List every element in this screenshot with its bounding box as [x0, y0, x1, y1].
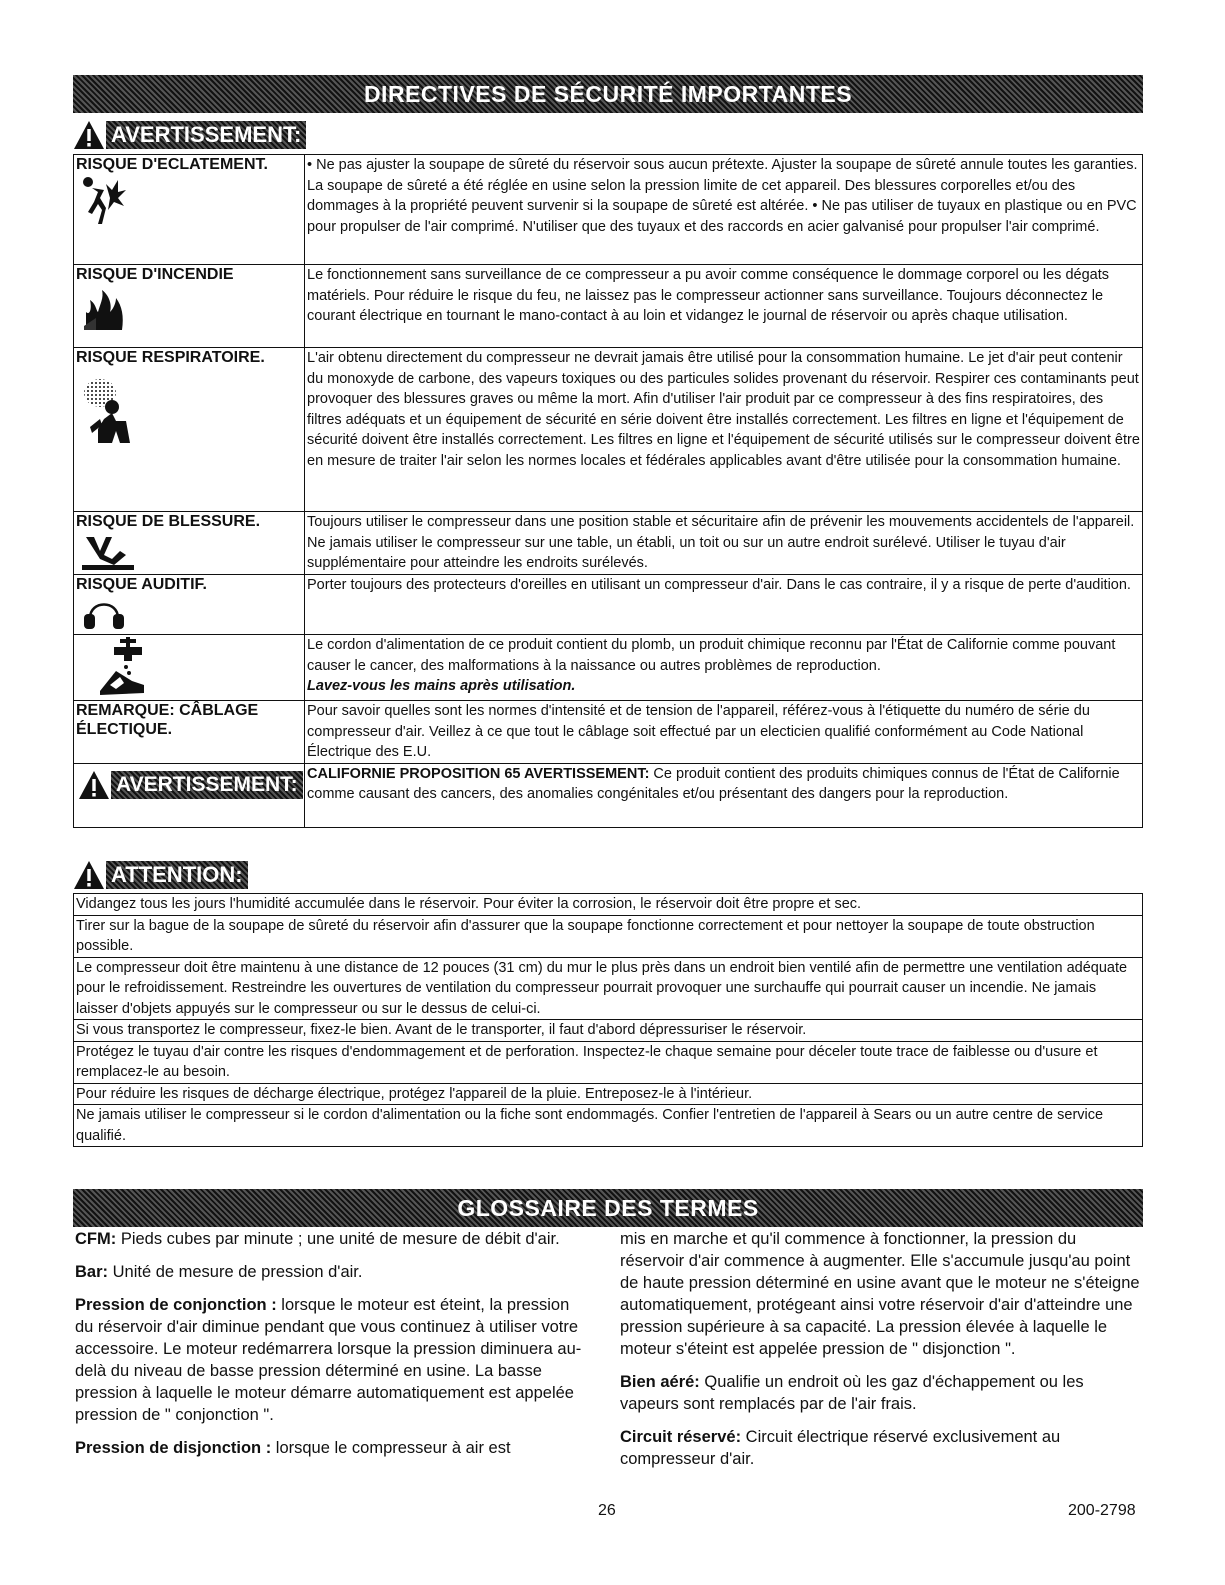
- attention-text: Le compresseur doit être maintenu à une distance de 12 pouces (31 cm) du mur le plus près dans un endroit bien ventilé afin de permettre une ventilation adéquate pour le refroidissement. Restreindre les ouvertures de ventilation du compresseur pourrait provoquer une surchauffe qui pourrait causer un incendie. Ne jamais laisser d'objets appuyés sur le compresseur ou sur le dessus de celui-ci.: [74, 957, 1143, 1020]
- hazard-text: Le fonctionnement sans surveillance de ce compresseur a pu avoir comme conséquence le dommage corporel ou les dégats matériels. Pour réduire le risque du feu, ne laissez pas le compresseur actionner sans surveillance. Toujours déconnectez le courant électrique en tournant le mano-contact à au loin et vidangez le journal de réservoir ou après chaque utilisation.: [305, 265, 1143, 348]
- hazard-text: Toujours utiliser le compresseur dans une position stable et sécuritaire afin de prévenir les mouvements accidentels de l'appareil. Ne jamais utiliser le compresseur sur une table, un établi, un toit ou sur un autre endroit surélevé. Utiliser le tuyau d'air supplémentaire pour atteindre les endroits surélevés.: [305, 512, 1143, 575]
- attention-row: [74, 1105, 1143, 1147]
- attention-text: Protégez le tuyau d'air contre les risques d'endommagement et de perforation. Inspectez-le chaque semaine pour déceler toute trace de faiblesse ou d'usure et remplacez-le au besoin.: [74, 1041, 1143, 1083]
- glossary-left-column: [75, 1228, 585, 1470]
- glossary-term: Pression de disjonction :: [75, 1439, 272, 1457]
- attention-text: Vidangez tous les jours l'humidité accumulée dans le réservoir. Pour éviter la corrosion, le réservoir doit être propre et sec.: [74, 894, 1143, 916]
- warning-header: [73, 120, 306, 150]
- attention-table: [73, 893, 1143, 1147]
- glossary-term: Bien aéré:: [620, 1373, 700, 1391]
- attention-text: Pour réduire les risques de décharge électrique, protégez l'appareil de la pluie. Entreposez-le à l'intérieur.: [74, 1083, 1143, 1105]
- hazard-row: [74, 348, 1143, 512]
- hazard-row: [74, 512, 1143, 575]
- hand-washing-icon: [96, 637, 150, 697]
- glossary-entry: [620, 1228, 1140, 1360]
- warning-triangle-icon: [73, 120, 105, 150]
- hazard-row: [74, 155, 1143, 265]
- hazard-text: Porter toujours des protecteurs d'oreilles en utilisant un compresseur d'air. Dans le cas contraire, il y a risque de perte d'audition.: [305, 575, 1143, 635]
- hazard-table: [73, 154, 1143, 828]
- hazard-emphasis: Lavez-vous les mains après utilisation.: [307, 678, 576, 694]
- hazard-text: Le cordon d'alimentation de ce produit contient du plomb, un produit chimique reconnu par l'État de Californie comme pouvant causer le cancer, des malformations à la naissance ou autres problèmes de reproduction.: [307, 637, 1116, 674]
- glossary-entry: [75, 1228, 585, 1250]
- attention-header: [73, 860, 248, 890]
- glossary-entry: [620, 1371, 1140, 1415]
- attention-row: [74, 1041, 1143, 1083]
- glossary-definition: lorsque le moteur est éteint, la pression du réservoir d'air diminue pendant que vous continuez à utiliser votre accessoire. Le moteur redémarrera lorsque la pression diminuera au-delà du niveau de basse pression déterminé en usine. La basse pression à laquelle le moteur démarre automatiquement est appelée pression de " conjonction ".: [75, 1296, 582, 1424]
- glossary-right-column: [620, 1228, 1140, 1481]
- hazard-row: [74, 701, 1143, 764]
- document-code: 200-2798: [1068, 1502, 1136, 1519]
- hazard-label: REMARQUE: CÂBLAGE ÉLECTIQUE.: [76, 702, 259, 738]
- hazard-text: L'air obtenu directement du compresseur ne devrait jamais être utilisé pour la consommation humaine. Le jet d'air peut contenir du monoxyde de carbone, des vapeurs toxiques ou des particules solides provenant du réservoir. Respirer ces contaminants peut provoquer des blessures graves ou même la mort. Afin d'utiliser l'air produit par ce compresseur à des fins respiratoires, des filtres adéquats et un équipement de sécurité en série doivent être installés correctement. Les filtres en ligne et l'équipement de sécurité doivent être installés correctement. Les filtres en ligne et l'équipement de sécurité utilisés sur le compresseur doivent être en mesure de traiter l'air selon les normes locales et fédérales applicables avant d'être utilisée pour la consommation humaine.: [305, 348, 1143, 512]
- hazard-row: [74, 635, 1143, 701]
- attention-text: Si vous transportez le compresseur, fixez-le bien. Avant de le transporter, il faut d'abord dépressuriser le réservoir.: [74, 1020, 1143, 1042]
- page-title: DIRECTIVES DE SÉCURITÉ IMPORTANTES: [73, 75, 1143, 113]
- hazard-row: [74, 575, 1143, 635]
- glossary-entry: [75, 1261, 585, 1283]
- attention-row: [74, 894, 1143, 916]
- hazard-label: RISQUE DE BLESSURE.: [76, 513, 261, 530]
- glossary-term: Bar:: [75, 1263, 109, 1281]
- glossary-definition: Unité de mesure de pression d'air.: [108, 1263, 363, 1281]
- glossary-definition: mis en marche et qu'il commence à fonctionner, la pression du réservoir d'air commence à augmenter. Elle s'accumule jusqu'au point de haute pression déterminé en usine avant que le moteur ne s'éteigne automatiquement, protégeant ainsi votre réservoir d'air d'atteindre une pression supérieure à sa capacité. La pression élevée à laquelle le moteur s'éteint est appelée pression de " disjonction ".: [620, 1230, 1140, 1358]
- prop65-text: Ce produit contient des produits chimiques connus de l'État de Californie comme causant des cancers, des anomalies congénitales et/ou présentant des dangers pour la reproduction.: [307, 765, 1120, 802]
- glossary-entry: [620, 1426, 1140, 1470]
- ear-protection-icon: [82, 596, 128, 630]
- hazard-label: RISQUE D'ECLATEMENT.: [76, 156, 268, 173]
- prop65-warning: [78, 770, 303, 800]
- attention-text: Tirer sur la bague de la soupape de sûreté du réservoir afin d'assurer que la soupape fonctionne correctement et pour nettoyer la soupape de toute obstruction possible.: [74, 915, 1143, 957]
- glossary-entry: [75, 1294, 585, 1426]
- attention-row: [74, 957, 1143, 1020]
- hazard-label: RISQUE AUDITIF.: [76, 576, 207, 593]
- hazard-label: RISQUE D'INCENDIE: [76, 266, 234, 283]
- prop65-warning-label: AVERTISSEMENT:: [111, 771, 303, 799]
- page-number: 26: [598, 1502, 616, 1519]
- glossary-definition: Qualifie un endroit où les gaz d'échappement ou les vapeurs sont remplacés par de l'air frais.: [620, 1373, 1084, 1413]
- fire-icon: [82, 286, 128, 332]
- glossary-definition: Pieds cubes par minute ; une unité de mesure de débit d'air.: [116, 1230, 560, 1248]
- warning-label: AVERTISSEMENT:: [106, 121, 306, 149]
- glossary-term: Pression de conjonction :: [75, 1296, 277, 1314]
- attention-row: [74, 1083, 1143, 1105]
- attention-row: [74, 1020, 1143, 1042]
- attention-row: [74, 915, 1143, 957]
- glossary-term: Circuit réservé:: [620, 1428, 742, 1446]
- injury-icon: [82, 533, 134, 571]
- burst-icon: [82, 176, 128, 228]
- glossary-term: CFM:: [75, 1230, 117, 1248]
- prop65-heading: CALIFORNIE PROPOSITION 65 AVERTISSEMENT:: [307, 765, 650, 782]
- warning-triangle-icon: [78, 770, 110, 800]
- hazard-text: Pour savoir quelles sont les normes d'intensité et de tension de l'appareil, référez-vous à l'étiquette du numéro de série du compresseur d'air. Veillez à ce que tout le câblage soit effectué par un electicien qualifié conformément au Code National Électrique des E.U.: [305, 701, 1143, 764]
- glossary-title: GLOSSAIRE DES TERMES: [73, 1189, 1143, 1227]
- attention-label: ATTENTION:: [106, 861, 248, 889]
- attention-text: Ne jamais utiliser le compresseur si le cordon d'alimentation ou la fiche sont endommagés. Confier l'entretien de l'appareil à Sears ou un autre centre de service qualifié.: [74, 1105, 1143, 1147]
- glossary-entry: [75, 1437, 585, 1459]
- hazard-label: RISQUE RESPIRATOIRE.: [76, 349, 265, 366]
- glossary-definition: lorsque le compresseur à air est: [271, 1439, 511, 1457]
- glossary-definition: Circuit électrique réservé exclusivement au compresseur d'air.: [620, 1428, 1061, 1468]
- respiratory-icon: [82, 377, 134, 443]
- hazard-row: [74, 265, 1143, 348]
- warning-triangle-icon: [73, 860, 105, 890]
- prop65-row: [74, 763, 1143, 827]
- hazard-text: • Ne pas ajuster la soupape de sûreté du réservoir sous aucun prétexte. Ajuster la soupape de sûreté annule toutes les garanties. La soupape de sûreté a été réglée en usine selon la pression limite de cet appareil. Des blessures corporelles et/ou des dommages à la propriété peuvent survenir si la soupape de sûreté est altérée. • Ne pas utiliser de tuyaux en plastique ou en PVC pour propulser de l'air comprimé. N'utiliser que des tuyaux et des raccords en acier galvanisé pour propulser l'air comprimé.: [305, 155, 1143, 265]
